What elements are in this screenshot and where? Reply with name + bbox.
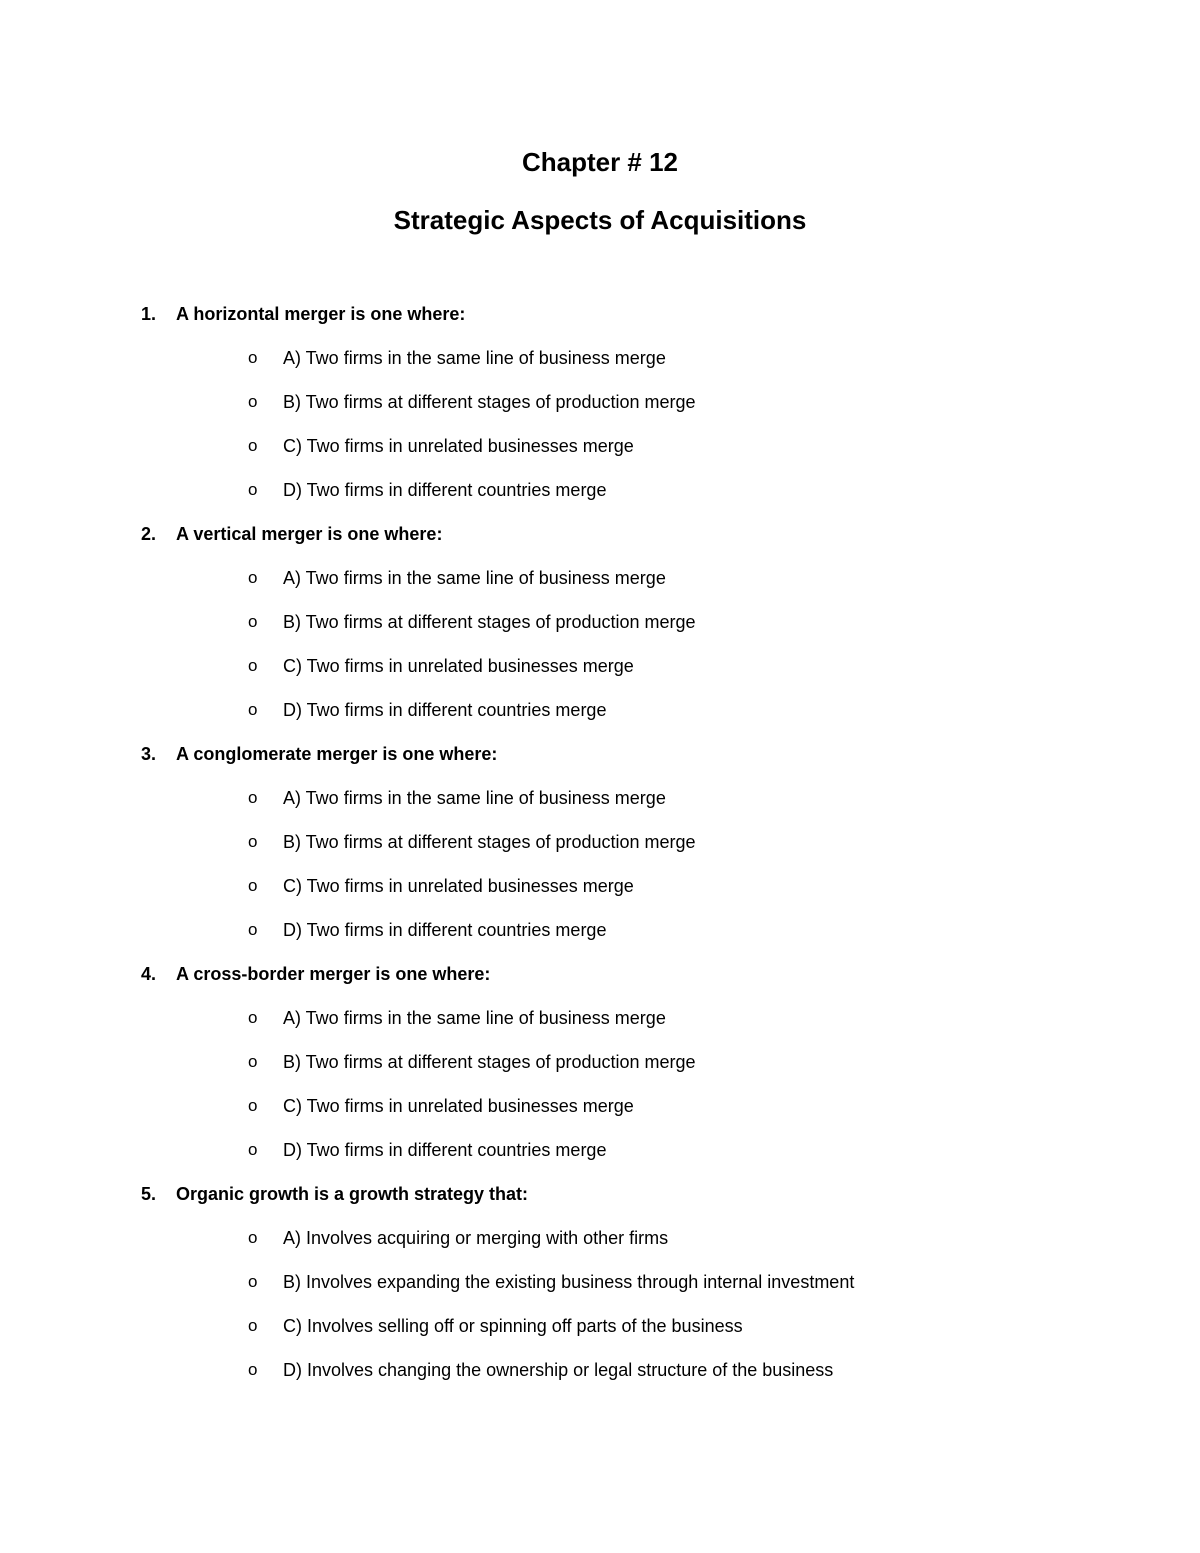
option-list: [0, 342, 1200, 518]
question-stem: [0, 298, 1200, 342]
option-item: [0, 606, 1200, 650]
option-list: [0, 782, 1200, 958]
question-text: A horizontal merger is one where:: [176, 304, 466, 324]
bullet-icon: o: [248, 436, 258, 455]
option-item: [0, 386, 1200, 430]
bullet-icon: o: [248, 1096, 258, 1115]
question-number: 3.: [141, 744, 157, 764]
option-text: D) Two firms in different countries merge: [283, 480, 607, 500]
option-item: [0, 430, 1200, 474]
option-text: B) Two firms at different stages of production merge: [283, 1052, 696, 1072]
option-list: [0, 1002, 1200, 1178]
option-item: [0, 1354, 1200, 1398]
question-item: [0, 518, 1200, 738]
question-text: Organic growth is a growth strategy that:: [176, 1184, 529, 1204]
option-item: [0, 342, 1200, 386]
option-text: D) Two firms in different countries merge: [283, 1140, 607, 1160]
question-item: [0, 738, 1200, 958]
option-text: C) Involves selling off or spinning off parts of the business: [283, 1316, 743, 1336]
question-item: [0, 958, 1200, 1178]
question-number: 4.: [141, 964, 157, 984]
option-item: [0, 870, 1200, 914]
question-item: [0, 298, 1200, 518]
question-number: 1.: [141, 304, 157, 324]
option-item: [0, 1002, 1200, 1046]
question-text: A conglomerate merger is one where:: [176, 744, 498, 764]
question-stem: [0, 518, 1200, 562]
option-item: [0, 782, 1200, 826]
option-text: A) Two firms in the same line of business merge: [283, 348, 666, 368]
option-text: D) Involves changing the ownership or legal structure of the business: [283, 1360, 834, 1380]
option-item: [0, 1310, 1200, 1354]
option-text: B) Two firms at different stages of production merge: [283, 392, 696, 412]
question-stem: [0, 958, 1200, 1002]
option-item: [0, 694, 1200, 738]
question-stem: [0, 1178, 1200, 1222]
option-text: C) Two firms in unrelated businesses merge: [283, 436, 634, 456]
bullet-icon: o: [248, 832, 258, 851]
question-item: [0, 1178, 1200, 1398]
option-item: [0, 826, 1200, 870]
option-item: [0, 650, 1200, 694]
question-stem: [0, 738, 1200, 782]
option-text: B) Two firms at different stages of production merge: [283, 832, 696, 852]
option-item: [0, 914, 1200, 958]
bullet-icon: o: [248, 876, 258, 895]
question-number: 5.: [141, 1184, 157, 1204]
option-text: A) Involves acquiring or merging with other firms: [283, 1228, 669, 1248]
question-text: A vertical merger is one where:: [176, 524, 443, 544]
option-text: C) Two firms in unrelated businesses merge: [283, 876, 634, 896]
question-list: [0, 298, 1200, 1398]
option-text: A) Two firms in the same line of business merge: [283, 568, 666, 588]
option-text: B) Two firms at different stages of production merge: [283, 612, 696, 632]
option-text: A) Two firms in the same line of business merge: [283, 788, 666, 808]
option-list: [0, 1222, 1200, 1398]
bullet-icon: o: [248, 1360, 258, 1379]
bullet-icon: o: [248, 1008, 258, 1027]
option-item: [0, 1046, 1200, 1090]
bullet-icon: o: [248, 920, 258, 939]
option-item: [0, 1266, 1200, 1310]
bullet-icon: o: [248, 392, 258, 411]
option-item: [0, 1090, 1200, 1134]
bullet-icon: o: [248, 1228, 258, 1247]
bullet-icon: o: [248, 656, 258, 675]
option-list: [0, 562, 1200, 738]
option-text: D) Two firms in different countries merge: [283, 700, 607, 720]
option-text: C) Two firms in unrelated businesses merge: [283, 656, 634, 676]
option-text: B) Involves expanding the existing business through internal investment: [283, 1272, 855, 1292]
bullet-icon: o: [248, 612, 258, 631]
option-text: D) Two firms in different countries merge: [283, 920, 607, 940]
chapter-heading: Chapter # 12: [521, 147, 679, 177]
option-item: [0, 1222, 1200, 1266]
bullet-icon: o: [248, 1272, 258, 1291]
document-title: Strategic Aspects of Acquisitions: [393, 205, 807, 235]
question-text: A cross-border merger is one where:: [176, 964, 491, 984]
bullet-icon: o: [248, 1052, 258, 1071]
option-item: [0, 1134, 1200, 1178]
option-item: [0, 562, 1200, 606]
bullet-icon: o: [248, 1316, 258, 1335]
option-text: C) Two firms in unrelated businesses merge: [283, 1096, 634, 1116]
option-text: A) Two firms in the same line of business merge: [283, 1008, 666, 1028]
question-number: 2.: [141, 524, 157, 544]
bullet-icon: o: [248, 700, 258, 719]
bullet-icon: o: [248, 788, 258, 807]
bullet-icon: o: [248, 348, 258, 367]
bullet-icon: o: [248, 568, 258, 587]
option-item: [0, 474, 1200, 518]
bullet-icon: o: [248, 480, 258, 499]
bullet-icon: o: [248, 1140, 258, 1159]
